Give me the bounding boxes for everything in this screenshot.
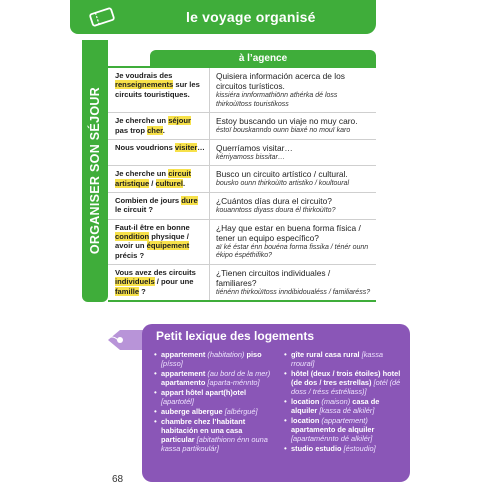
lexique-pronunciation: [kassa dé alkilér] bbox=[319, 406, 375, 415]
section-title: à l’agence bbox=[238, 52, 288, 64]
lexique-french: location bbox=[291, 416, 320, 425]
phrase-segment: Je cherche un bbox=[115, 169, 169, 179]
lexique-spanish: estudio bbox=[315, 444, 342, 453]
lexique-spanish: apartamento bbox=[161, 378, 206, 387]
highlighted-keyword: séjour bbox=[168, 116, 191, 126]
phrase-spanish-cell bbox=[210, 140, 376, 166]
header-bar bbox=[134, 0, 376, 34]
lexique-spanish: casa de alquiler bbox=[291, 397, 380, 415]
phrase-french bbox=[108, 140, 210, 166]
lexique-pronunciation: [albérgué] bbox=[224, 407, 258, 416]
phrase-segment: Je cherche un bbox=[115, 116, 169, 126]
lexique-item bbox=[154, 417, 274, 453]
highlighted-keyword: famille bbox=[115, 286, 140, 296]
phrase-segment: physique / avoir un bbox=[115, 231, 189, 251]
lexique-title: Petit lexique des logements bbox=[156, 329, 315, 343]
phrase-spanish: Querríamos visitar… bbox=[216, 142, 293, 153]
phrase-spanish-cell bbox=[210, 68, 376, 112]
phrase-segment: ? bbox=[139, 286, 146, 296]
phrase-french bbox=[108, 113, 210, 139]
lexique-french: gîte rural bbox=[291, 350, 323, 359]
lexique-item bbox=[154, 350, 274, 368]
phrase-row bbox=[108, 193, 376, 220]
phrase-spanish: Estoy buscando un viaje no muy caro. bbox=[216, 116, 358, 127]
phrase-french bbox=[108, 166, 210, 192]
phrase-spanish-cell bbox=[210, 166, 376, 192]
lexique-spanish: casa rural bbox=[324, 350, 360, 359]
phrase-segment: Combien de jours bbox=[115, 195, 182, 205]
highlighted-keyword: condition bbox=[115, 231, 150, 241]
lexique-french: appart hôtel bbox=[161, 388, 204, 397]
lexique-french: studio bbox=[291, 444, 314, 453]
lexique-item bbox=[284, 444, 404, 453]
lexique-column-right bbox=[284, 350, 404, 454]
phrase-segment: Nous voudrions bbox=[115, 142, 175, 152]
lexique-pronunciation: [abitathionn énn ouna kassa partikoulár] bbox=[161, 435, 268, 453]
phrase-french bbox=[108, 68, 210, 112]
lexique-spanish: apart(h)otel bbox=[205, 388, 247, 397]
phrase-spanish-cell bbox=[210, 113, 376, 139]
phrase-row bbox=[108, 220, 376, 265]
lexique-item bbox=[154, 369, 274, 387]
phrase-spanish: Quisiera información acerca de los circuitos turísticos. bbox=[216, 71, 345, 91]
lexique-note: (maison) bbox=[321, 397, 351, 406]
lexique-spanish: piso bbox=[246, 350, 262, 359]
lexique-french: location bbox=[291, 397, 320, 406]
lexique-french: chambre chez l’habitant bbox=[161, 417, 246, 426]
lexique-item bbox=[284, 397, 404, 415]
phrase-segment: sur les circuits touristiques. bbox=[115, 80, 200, 99]
phrase-row bbox=[108, 113, 376, 140]
chapter-label: ORGANISER SON SÉJOUR bbox=[88, 87, 102, 255]
lexique-french: auberge bbox=[161, 407, 190, 416]
phrase-pronunciation: kérriyamoss bissitar… bbox=[216, 153, 285, 161]
phrase-segment: le circuit ? bbox=[115, 205, 153, 215]
highlighted-keyword: renseignements bbox=[115, 80, 174, 90]
highlighted-keyword: visiter bbox=[174, 142, 198, 152]
phrase-row bbox=[108, 166, 376, 193]
lexique-spanish: hotel (de dos / tres estrellas) bbox=[291, 369, 401, 387]
lexique-item bbox=[284, 369, 404, 396]
phrase-segment: / pour une bbox=[154, 277, 194, 287]
phrase-pronunciation: tiénénn thirkoùïtoss inndibidoualéss / familiaréss? bbox=[216, 288, 371, 296]
lexique-french: appartement bbox=[161, 369, 206, 378]
ticket-icon bbox=[87, 7, 117, 27]
phrase-spanish-cell bbox=[210, 265, 376, 301]
phrase-pronunciation: bousko ounn thirkoùïto artistiko / koultoural bbox=[216, 180, 350, 188]
phrase-french bbox=[108, 220, 210, 264]
phrase-french bbox=[108, 265, 210, 301]
lexique-spanish: habitación en una casa particular bbox=[161, 426, 243, 444]
phrase-spanish: ¿Cuántos días dura el circuito? bbox=[216, 195, 332, 206]
lexique-pronunciation: [otél (dé doss / tréss éstréliass)] bbox=[291, 378, 401, 396]
lexique-spanish: apartamento de alquiler bbox=[291, 425, 375, 434]
lexique-french: hôtel (deux / trois étoiles) bbox=[291, 369, 381, 378]
lexique-column-left bbox=[154, 350, 274, 454]
lexique-pronunciation: [apartaménnto dé alkilér] bbox=[291, 434, 373, 443]
phrase-pronunciation: kissiéra innformathiōnn athérka dé loss thirkoùïtoss touristikoss bbox=[216, 92, 338, 108]
highlighted-keyword: culturel bbox=[155, 178, 183, 188]
phrase-segment: Faut-il être en bonne bbox=[115, 222, 190, 232]
phrase-spanish: ¿Tienen circuitos individuales / familiares? bbox=[216, 267, 331, 288]
lexique-note: (au bord de la mer) bbox=[207, 369, 271, 378]
phrase-segment: Je voudrais des bbox=[115, 71, 173, 80]
phrase-row bbox=[108, 140, 376, 167]
highlighted-keyword: dure bbox=[181, 195, 198, 205]
phrase-segment: . bbox=[182, 178, 186, 188]
lexique-note: (habitation) bbox=[207, 350, 245, 359]
lexique-item bbox=[284, 350, 404, 368]
sidebar-chapter-tab bbox=[82, 40, 108, 302]
lexique-pronunciation: [aparta-ménnto] bbox=[207, 378, 260, 387]
lexique-box bbox=[142, 324, 410, 482]
lexique-pronunciation: [kassa rroural] bbox=[291, 350, 384, 368]
lexique-french: appartement bbox=[161, 350, 206, 359]
phrase-table bbox=[108, 66, 376, 317]
highlighted-keyword: circuit artistique bbox=[115, 169, 191, 188]
phrase-spanish: Busco un circuito artístico / cultural. bbox=[216, 169, 348, 180]
highlighted-keyword: équipement bbox=[146, 241, 190, 251]
phrase-segment: précis ? bbox=[115, 250, 145, 260]
lexique-item bbox=[154, 388, 274, 406]
lexique-note: (appartement) bbox=[321, 416, 368, 425]
phrase-pronunciation: kouanntoss diyass doura él thirkoùïto? bbox=[216, 206, 336, 214]
lexique-spanish: albergue bbox=[191, 407, 223, 416]
phrase-segment: / bbox=[149, 178, 156, 188]
phrase-pronunciation: aï ké éstar énn bouéna forma fissika / ténér ounn ékipo éspéthifiko? bbox=[216, 243, 369, 260]
phrase-spanish: ¿Hay que estar en buena forma física / tener un equipo específico? bbox=[216, 222, 361, 243]
phrase-segment: … bbox=[197, 142, 205, 152]
page-title: le voyage organisé bbox=[186, 9, 316, 25]
lexique-item bbox=[284, 416, 404, 443]
phrase-segment: pas trop bbox=[115, 125, 148, 135]
phrase-french bbox=[108, 193, 210, 219]
lexique-pronunciation: [písso] bbox=[161, 359, 183, 368]
highlighted-keyword: individuels bbox=[115, 277, 155, 287]
phrase-segment: . bbox=[162, 125, 165, 135]
lexique-item bbox=[154, 407, 274, 416]
highlighted-keyword: cher bbox=[147, 125, 163, 135]
phrase-row bbox=[108, 265, 376, 303]
page-number: 68 bbox=[112, 474, 124, 485]
phrase-pronunciation: éstoï bouskanndo ounn biaxé no mouï karo bbox=[216, 127, 351, 135]
phrase-segment: Vous avez des circuits bbox=[115, 267, 196, 277]
phrase-spanish-cell bbox=[210, 220, 376, 264]
lexique-pronunciation: [éstoudio] bbox=[343, 444, 376, 453]
lexique-pronunciation: [apartotél] bbox=[161, 397, 194, 406]
section-tab bbox=[150, 50, 376, 66]
phrase-spanish-cell bbox=[210, 193, 376, 219]
phrase-row bbox=[108, 68, 376, 113]
header-icon-box bbox=[70, 0, 134, 34]
